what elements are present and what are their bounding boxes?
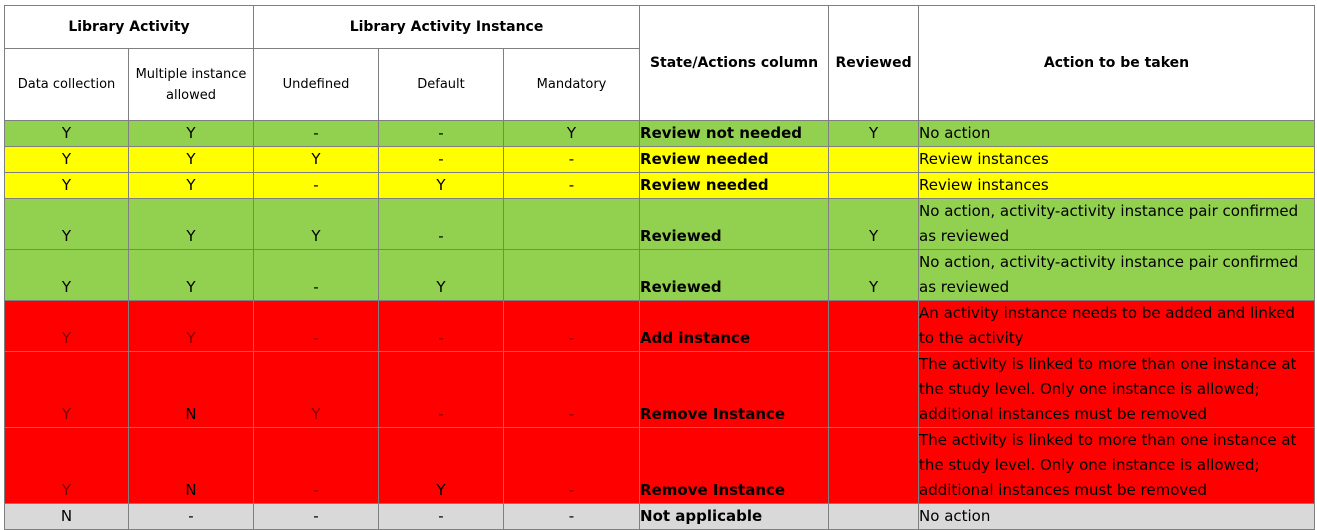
cell-mandatory: - [504, 173, 640, 199]
cell-reviewed: Y [829, 121, 919, 147]
action-line: to the activity [919, 329, 1024, 347]
cell-action: No action [919, 504, 1315, 530]
table-row [5, 250, 1315, 301]
cell-state: Remove Instance [640, 352, 829, 428]
cell-data-collection: Y [5, 250, 129, 301]
cell-data-collection: Y [5, 352, 129, 428]
cell-action [919, 352, 1315, 428]
cell-action [919, 199, 1315, 250]
cell-undefined: - [254, 173, 379, 199]
cell-reviewed [829, 173, 919, 199]
cell-data-collection: Y [5, 147, 129, 173]
action-line: as reviewed [919, 227, 1010, 245]
header-undefined: Undefined [254, 49, 379, 121]
cell-multiple-instance: Y [129, 199, 254, 250]
cell-state: Add instance [640, 301, 829, 352]
cell-mandatory: - [504, 147, 640, 173]
cell-undefined: - [254, 428, 379, 504]
cell-action [919, 250, 1315, 301]
cell-mandatory: - [504, 301, 640, 352]
cell-multiple-instance: Y [129, 250, 254, 301]
cell-undefined: - [254, 301, 379, 352]
cell-reviewed: Y [829, 250, 919, 301]
cell-reviewed [829, 147, 919, 173]
cell-reviewed [829, 352, 919, 428]
cell-data-collection: N [5, 504, 129, 530]
cell-mandatory: Y [504, 121, 640, 147]
cell-state: Review not needed [640, 121, 829, 147]
cell-undefined: Y [254, 352, 379, 428]
cell-undefined: Y [254, 147, 379, 173]
cell-default: Y [379, 428, 504, 504]
header-action-to-be-taken: Action to be taken [919, 6, 1315, 121]
cell-data-collection: Y [5, 301, 129, 352]
header-library-activity: Library Activity [5, 6, 254, 49]
cell-state: Remove Instance [640, 428, 829, 504]
cell-data-collection: Y [5, 121, 129, 147]
cell-data-collection: Y [5, 428, 129, 504]
header-row-1 [5, 6, 1315, 49]
header-library-activity-instance: Library Activity Instance [254, 6, 640, 49]
table-row [5, 504, 1315, 530]
cell-state: Reviewed [640, 199, 829, 250]
action-line: additional instances must be removed [919, 481, 1208, 499]
cell-default: - [379, 352, 504, 428]
cell-action [919, 428, 1315, 504]
cell-state: Reviewed [640, 250, 829, 301]
cell-action: No action [919, 121, 1315, 147]
cell-multiple-instance: Y [129, 147, 254, 173]
table-row [5, 121, 1315, 147]
action-line: The activity is linked to more than one instance at [919, 431, 1297, 449]
cell-default: - [379, 199, 504, 250]
table-row [5, 199, 1315, 250]
header-multiple-instance-allowed: Multiple instance allowed [129, 49, 254, 121]
header-state-actions: State/Actions column [640, 6, 829, 121]
cell-action: Review instances [919, 147, 1315, 173]
cell-undefined: - [254, 121, 379, 147]
cell-multiple-instance: N [129, 428, 254, 504]
cell-reviewed: Y [829, 199, 919, 250]
cell-action [919, 301, 1315, 352]
cell-multiple-instance: - [129, 504, 254, 530]
cell-default: - [379, 147, 504, 173]
cell-state: Review needed [640, 147, 829, 173]
cell-state: Review needed [640, 173, 829, 199]
cell-mandatory [504, 250, 640, 301]
action-line: the study level. Only one instance is allowed; [919, 456, 1260, 474]
cell-undefined: - [254, 504, 379, 530]
table-row [5, 352, 1315, 428]
action-line: No action, activity-activity instance pair confirmed [919, 202, 1299, 220]
table-row [5, 428, 1315, 504]
cell-data-collection: Y [5, 173, 129, 199]
cell-mandatory: - [504, 428, 640, 504]
action-line: as reviewed [919, 278, 1010, 296]
cell-mandatory: - [504, 504, 640, 530]
header-default: Default [379, 49, 504, 121]
table-row [5, 301, 1315, 352]
cell-mandatory: - [504, 352, 640, 428]
table-row [5, 147, 1315, 173]
header-data-collection: Data collection [5, 49, 129, 121]
cell-default: Y [379, 250, 504, 301]
cell-default: Y [379, 173, 504, 199]
cell-default: - [379, 301, 504, 352]
cell-multiple-instance: N [129, 352, 254, 428]
header-reviewed: Reviewed [829, 6, 919, 121]
action-line: An activity instance needs to be added and linked [919, 304, 1295, 322]
cell-mandatory [504, 199, 640, 250]
header-mandatory: Mandatory [504, 49, 640, 121]
cell-undefined: Y [254, 199, 379, 250]
cell-multiple-instance: Y [129, 301, 254, 352]
cell-default: - [379, 121, 504, 147]
cell-state: Not applicable [640, 504, 829, 530]
cell-reviewed [829, 428, 919, 504]
cell-default: - [379, 504, 504, 530]
cell-undefined: - [254, 250, 379, 301]
action-line: the study level. Only one instance is allowed; [919, 380, 1260, 398]
cell-reviewed [829, 504, 919, 530]
action-line: No action, activity-activity instance pair confirmed [919, 253, 1299, 271]
action-line: The activity is linked to more than one instance at [919, 355, 1297, 373]
cell-data-collection: Y [5, 199, 129, 250]
cell-multiple-instance: Y [129, 121, 254, 147]
action-line: additional instances must be removed [919, 405, 1208, 423]
cell-multiple-instance: Y [129, 173, 254, 199]
cell-action: Review instances [919, 173, 1315, 199]
state-actions-table [4, 5, 1315, 530]
cell-reviewed [829, 301, 919, 352]
table-row [5, 173, 1315, 199]
